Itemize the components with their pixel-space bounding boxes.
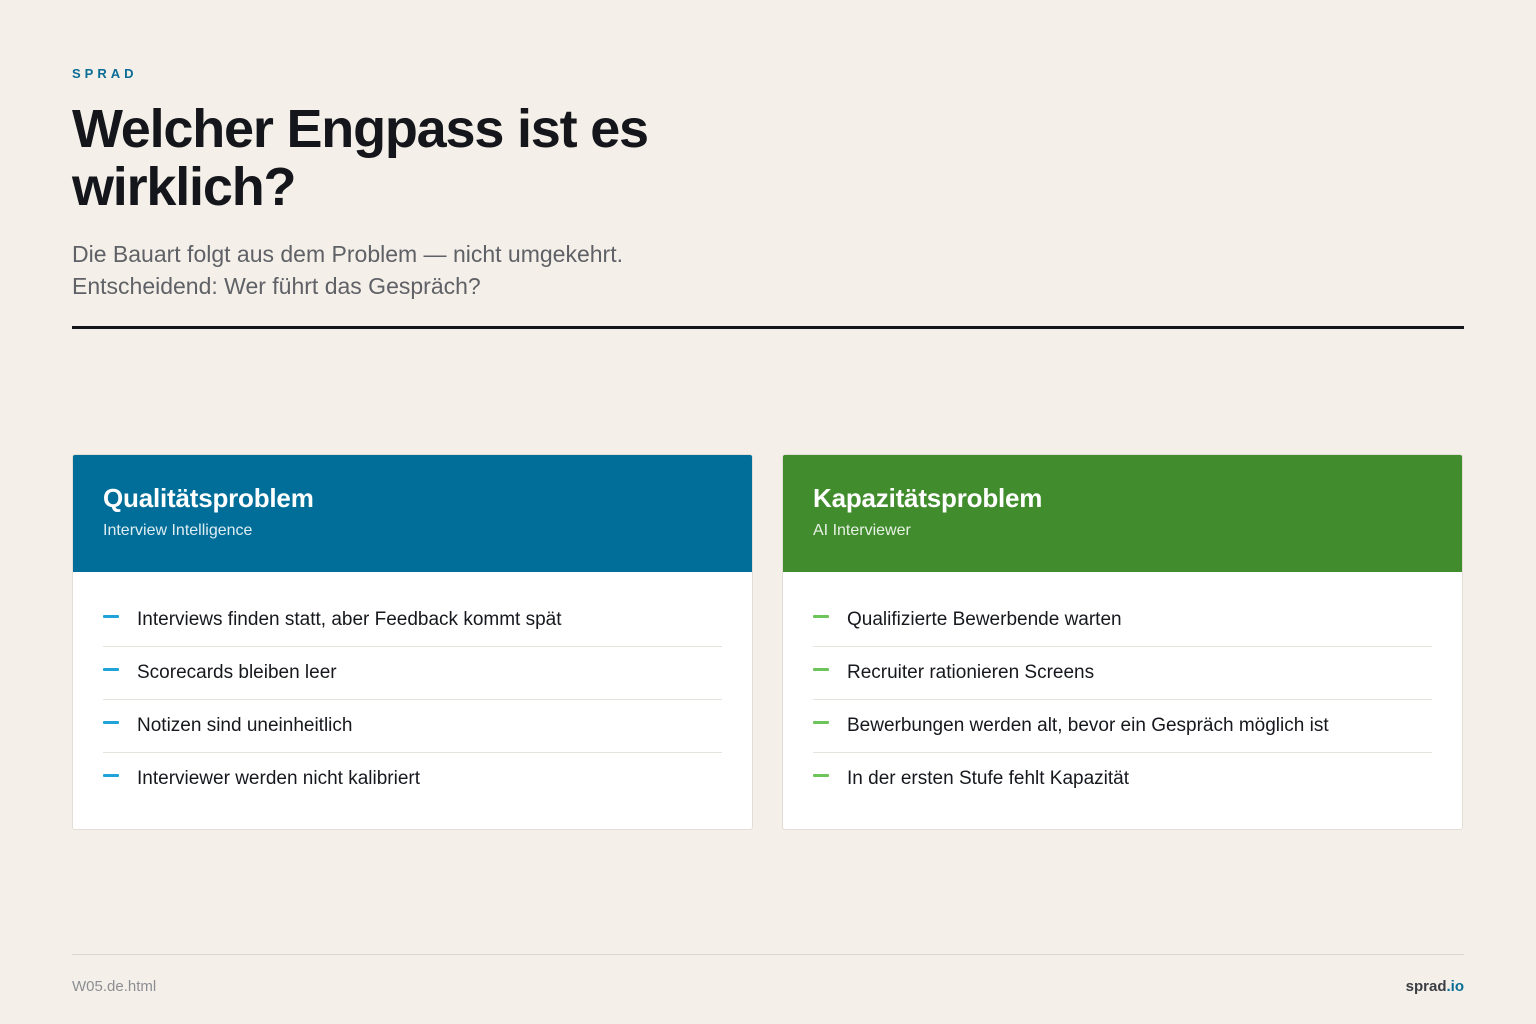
list-item-text: Interviewer werden nicht kalibriert (137, 768, 421, 789)
card-item-list (73, 572, 752, 806)
list-item (813, 700, 1432, 753)
card-title: Qualitätsproblem (103, 483, 314, 513)
card-header (783, 455, 1462, 572)
footer-divider (72, 954, 1464, 955)
page-title: Welcher Engpass ist es wirklich? (72, 99, 648, 217)
list-item (813, 753, 1432, 806)
footer-brand (1406, 978, 1464, 995)
subtitle-line: Die Bauart folgt aus dem Problem — nicht umgekehrt. (72, 241, 623, 267)
card-title: Kapazitätsproblem (813, 483, 1043, 513)
dash-icon (103, 668, 119, 671)
list-item (813, 647, 1432, 700)
list-item (103, 753, 722, 806)
list-item-text: Recruiter rationieren Screens (847, 662, 1095, 683)
list-item-text: Bewerbungen werden alt, bevor ein Gespräch möglich ist (847, 715, 1329, 736)
card-capacity-problem (782, 454, 1463, 830)
eyebrow-label: SPRAD (72, 66, 138, 81)
dash-icon (103, 615, 119, 618)
dash-icon (813, 721, 829, 724)
list-item (103, 594, 722, 647)
card-subtitle: Interview Intelligence (103, 522, 253, 539)
card-header (73, 455, 752, 572)
subtitle (72, 238, 832, 302)
list-item-text: In der ersten Stufe fehlt Kapazität (847, 768, 1130, 789)
dash-icon (103, 721, 119, 724)
dash-icon (813, 774, 829, 777)
list-item (103, 700, 722, 753)
dash-icon (813, 668, 829, 671)
list-item (103, 647, 722, 700)
header-divider (72, 326, 1464, 329)
card-quality-problem (72, 454, 753, 830)
dash-icon (813, 615, 829, 618)
brand-domain: .io (1446, 978, 1464, 995)
list-item-text: Qualifizierte Bewerbende warten (847, 609, 1122, 630)
list-item-text: Scorecards bleiben leer (137, 662, 337, 683)
brand-name: sprad (1405, 978, 1447, 995)
list-item-text: Notizen sind uneinheitlich (137, 715, 353, 736)
list-item (813, 594, 1432, 647)
dash-icon (103, 774, 119, 777)
subtitle-line: Entscheidend: Wer führt das Gespräch? (72, 273, 481, 299)
list-item-text: Interviews finden statt, aber Feedback kommt spät (137, 609, 562, 630)
card-subtitle: AI Interviewer (813, 522, 911, 539)
footer-filename: W05.de.html (72, 978, 157, 995)
card-item-list (783, 572, 1462, 806)
